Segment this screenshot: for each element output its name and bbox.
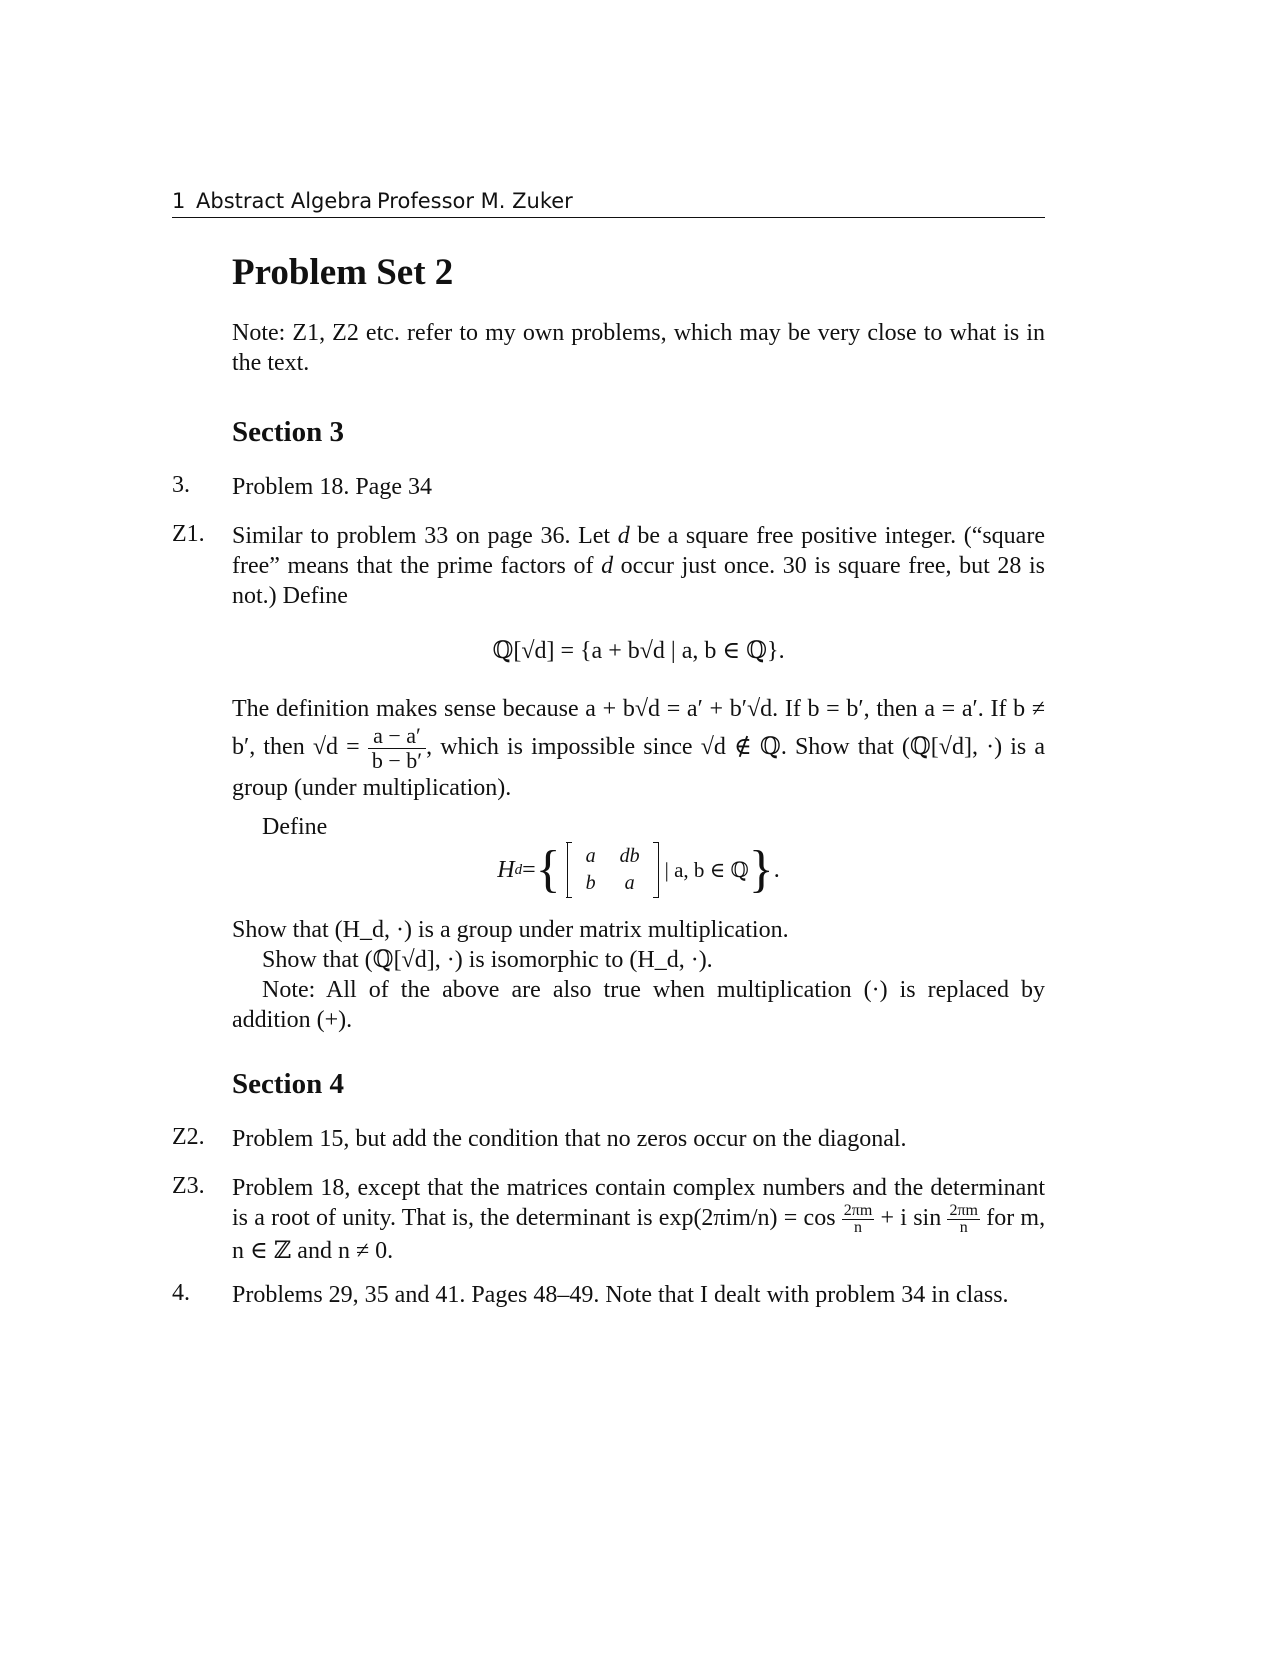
matrix-cell-22: a [624,872,635,894]
z1-expl-1: The definition makes sense because a + b√d = a′ + b′√d. If b = b′, then a = a′. If b ≠ b′, then √d = [232,696,1045,761]
intro-note: Note: Z1, Z2 etc. refer to my own problems, which may be very close to what is in the text. [232,320,1045,376]
problem-text-z3 [232,1173,1045,1266]
z3-frac2-num: 2πm [949,1202,978,1219]
course-name: Abstract Algebra [196,189,373,213]
fraction-a-b [368,724,426,773]
z1-var-d: d [617,523,630,549]
problem-text-z1 [232,521,1045,611]
z3-cos: cos [803,1205,836,1232]
equation-qsqrtd: ℚ[√d] = {a + b√d | a, b ∈ ℚ}. [492,638,785,664]
page-number: 1 [172,189,186,213]
hd-condition: | a, b ∈ ℚ [664,857,749,882]
z3-fraction-2 [947,1203,980,1236]
hd-symbol: H [497,856,515,883]
z1-show-group: Show that (H_d, ·) is a group under matrix multiplication. [232,917,789,943]
z1-expl-2: , which is impossible since √d ∉ ℚ. Show that (ℚ[√d], ·) is a group (under multiplication). [232,734,1046,801]
z3-frac2-den: n [959,1219,968,1236]
problem-text-z2: Problem 15, but add the condition that no zeros occur on the diagonal. [232,1126,907,1152]
problem-label-z3: Z3. [172,1173,205,1199]
equation-hd [232,842,1045,898]
z1-intro-a: Similar to problem 33 on page 36. Let [232,523,618,549]
z3-text-b: for m, n ∈ ℤ and n ≠ 0. [232,1205,1046,1264]
professor-name: Professor M. Zuker [377,189,573,213]
left-brace: { [535,841,561,898]
fraction-denominator: b − b′ [371,748,423,773]
matrix-cell-11: a [585,845,596,867]
z1-var-d-2: d [601,553,614,579]
z1-intro-c: occur just once. 30 is square free, but 28 is not.) Define [232,553,1045,609]
right-brace: } [748,841,774,898]
matrix-2x2 [567,842,659,898]
matrix-cell-12: db [619,845,640,867]
section-heading-4: Section 4 [232,1068,344,1100]
hd-subscript: d [514,861,523,878]
z1-show-isomorphic: Show that (ℚ[√d], ·) is isomorphic to (H_d, ·). [262,947,713,973]
matrix-cell-21: b [585,872,596,894]
define-text: Define [262,814,328,840]
z3-fraction-1 [842,1203,875,1236]
problem-text-4: Problems 29, 35 and 41. Pages 48–49. Note that I dealt with problem 34 in class. [232,1282,1009,1308]
z1-intro-b: be a square free positive integer. (“square free” means that the prime factors of [232,523,1045,579]
problem-label-4: 4. [172,1280,190,1306]
hd-definition [497,842,779,898]
z3-plus-isin: + i sin [880,1205,942,1232]
problem-label-z2: Z2. [172,1124,205,1150]
running-header [172,189,1045,218]
z1-explanation [232,694,1045,803]
z1-note-addition: Note: All of the above are also true when multiplication (·) is replaced by addition (+). [232,977,1045,1033]
problem-text-3: Problem 18. Page 34 [232,474,432,500]
z3-frac1-den: n [854,1219,863,1236]
section-heading-3: Section 3 [232,416,344,448]
hd-equals: = [522,856,536,883]
z3-frac1-num: 2πm [843,1202,873,1219]
problem-label-3: 3. [172,472,190,498]
page-title: Problem Set 2 [232,252,454,293]
problem-label-z1: Z1. [172,521,205,547]
fraction-numerator: a − a′ [368,724,426,749]
z3-text-a: Problem 18, except that the matrices contain complex numbers and the determinant is a root of unity. That is, the determinant is exp(2πim/n) = [232,1175,1045,1232]
hd-period: . [773,856,780,883]
